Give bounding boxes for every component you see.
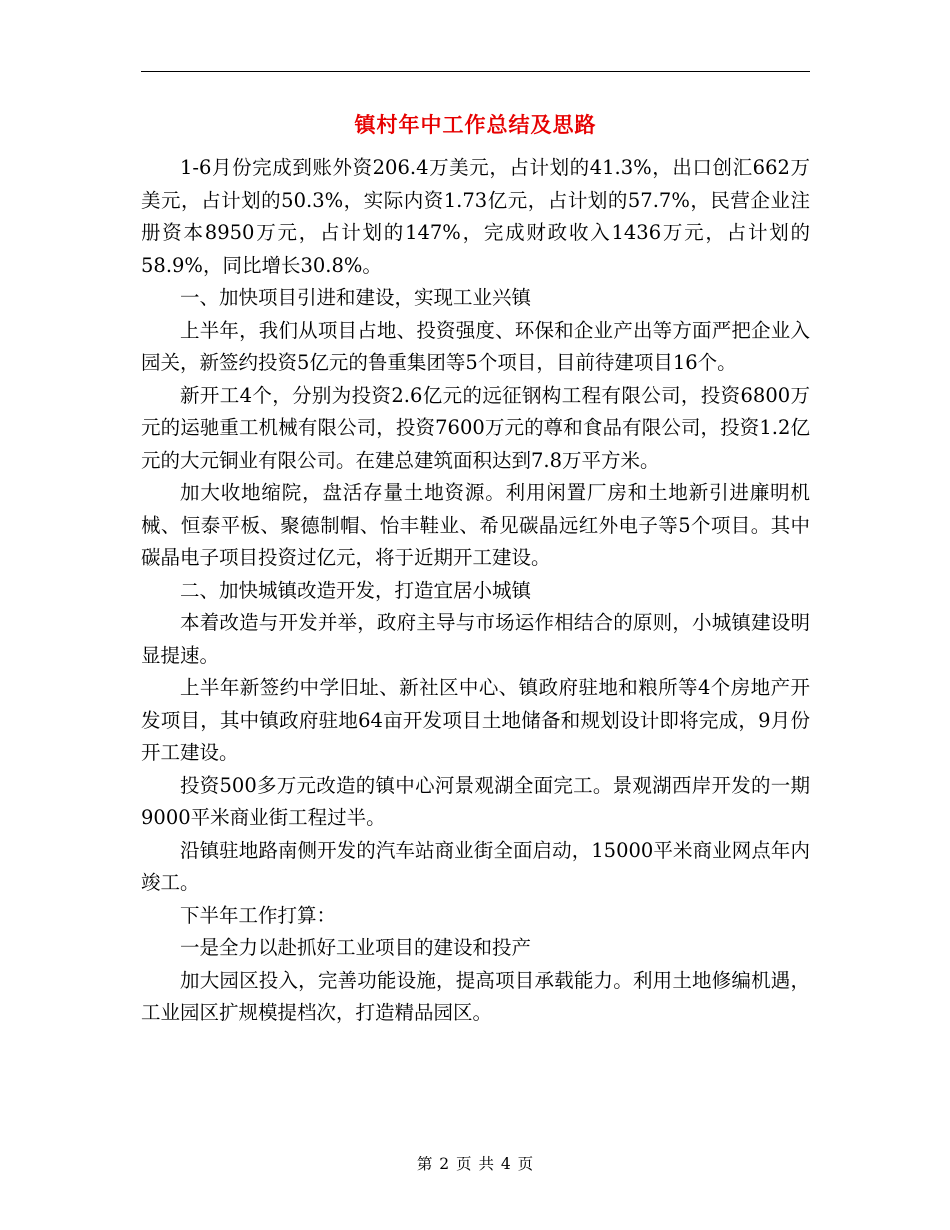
paragraph: 上半年，我们从项目占地、投资强度、环保和企业产出等方面严把企业入园关，新签约投资5亿元的鲁重集团等5个项目，目前待建项目16个。	[141, 318, 810, 374]
subsection-heading: 一是全力以赴抓好工业项目的建设和投产	[180, 936, 532, 959]
subsection-heading: 下半年工作打算：	[180, 903, 337, 927]
page-number-footer: 第 2 页 共 4 页	[416, 1155, 535, 1173]
paragraph-summary-stats: 1-6月份完成到账外资206.4万美元，占计划的41.3%，出口创汇662万美元，占计划的50.3%，实际内资1.73亿元，占计划的57.7%，民营企业注册资本8950万元，占计划的147%，完成财政收入1436万元，占计划的58.9%，同比增长30.8%。	[141, 156, 810, 277]
paragraph: 新开工4个，分别为投资2.6亿元的远征钢构工程有限公司，投资6800万元的运驰重工机械有限公司，投资7600万元的尊和食品有限公司，投资1.2亿元的大元铜业有限公司。在建总建筑面积达到7.8万平方米。	[141, 383, 810, 472]
paragraph: 上半年新签约中学旧址、新社区中心、镇政府驻地和粮所等4个房地产开发项目，其中镇政府驻地64亩开发项目土地储备和规划设计即将完成，9月份开工建设。	[141, 676, 810, 764]
paragraph: 本着改造与开发并举，政府主导与市场运作相结合的原则，小城镇建设明显提速。	[141, 611, 810, 667]
section-heading-2: 二、加快城镇改造开发，打造宜居小城镇	[180, 578, 532, 602]
paragraph: 沿镇驻地路南侧开发的汽车站商业街全面启动，15000平米商业网点年内竣工。	[141, 838, 810, 894]
paragraph: 投资500多万元改造的镇中心河景观湖全面完工。景观湖西岸开发的一期9000平米商业街工程过半。	[141, 773, 810, 829]
document-body	[141, 152, 810, 1030]
section-heading-1: 一、加快项目引进和建设，实现工业兴镇	[180, 286, 532, 309]
header-divider	[141, 71, 810, 72]
paragraph: 加大收地缩院，盘活存量土地资源。利用闲置厂房和土地新引进廉明机械、恒泰平板、聚德制帽、怡丰鞋业、希见碳晶远红外电子等5个项目。其中碳晶电子项目投资过亿元，将于近期开工建设。	[141, 481, 810, 569]
document-title: 镇村年中工作总结及思路	[354, 113, 597, 137]
paragraph: 加大园区投入，完善功能设施，提高项目承载能力。利用土地修编机遇，工业园区扩规模提档次，打造精品园区。	[141, 968, 810, 1024]
